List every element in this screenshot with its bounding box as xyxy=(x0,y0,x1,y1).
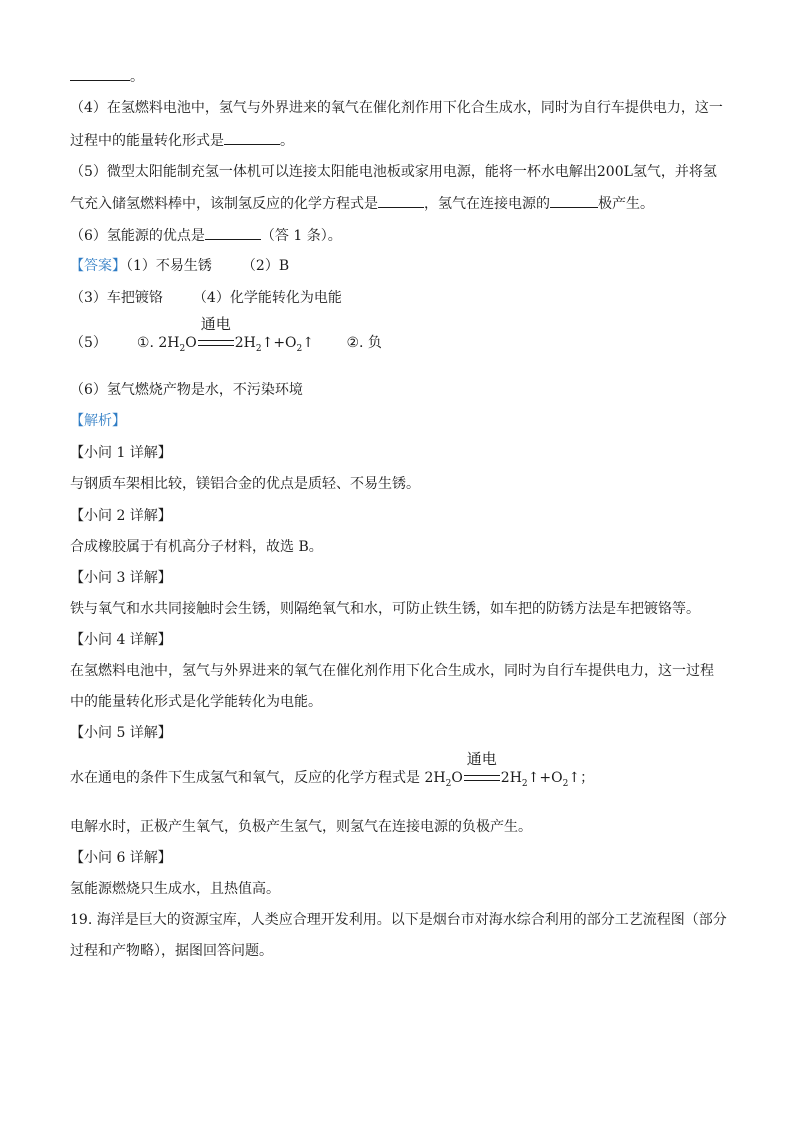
answer-label: 【答案】 xyxy=(70,258,126,274)
answer-line2: （3）车把镀铬 （4）化学能转化为电能 xyxy=(70,290,342,306)
answer-blank xyxy=(550,193,598,208)
sub2-text: 合成橡胶属于有机高分子材料，故选 B。 xyxy=(70,539,323,555)
sub4-title: 【小问 4 详解】 xyxy=(70,632,172,648)
q5-line2: 气充入储氢燃料棒中，该制氢反应的化学方程式是 ，氢气在连接电源的 极产生。 xyxy=(70,193,654,214)
answer-blank xyxy=(205,225,261,240)
answer-blank xyxy=(70,66,130,81)
equation-answer: $2H_2O$ 通电 $2H_2↑+O_2↑$ xyxy=(158,315,315,354)
q19-line2: 过程和产物略），据图回答问题。 xyxy=(70,943,273,959)
reaction-condition: 通电 xyxy=(463,768,501,788)
answer-line4: （6）氢气燃烧产物是水，不污染环境 xyxy=(70,382,303,398)
q6-line: （6）氢能源的优点是 （答 1 条）。 xyxy=(70,225,342,246)
equation-analysis: $2H_2O$ 通电 $2H_2↑+O_2↑$ xyxy=(424,750,581,789)
q4-line1: （4）在氢燃料电池中，氢气与外界进来的氧气在催化剂作用下化合生成水，同时为自行车提供电力，这一 xyxy=(70,100,723,116)
answer-line1: 【答案】（1）不易生锈 （2）B xyxy=(70,258,290,274)
answer-line3: （5） ①. $2H_2O$ 通电 $2H_2↑+O_2↑$ ②. 负 xyxy=(70,315,382,354)
sub1-title: 【小问 1 详解】 xyxy=(70,445,172,461)
sub4-text-line2: 中的能量转化形式是化学能转化为电能。 xyxy=(70,694,322,710)
sub6-text: 氢能源燃烧只生成水，且热值高。 xyxy=(70,881,280,897)
sub5-text-line2: 电解水时，正极产生氧气，负极产生氢气，则氢气在连接电源的负极产生。 xyxy=(70,819,532,835)
q5-line1: （5）微型太阳能制充氢一体机可以连接太阳能电池板或家用电源，能将一杯水电解出200L氢气，并将氢 xyxy=(70,164,717,180)
sub5-title: 【小问 5 详解】 xyxy=(70,725,172,741)
sub3-text: 铁与氧气和水共同接触时会生锈，则隔绝氧气和水，可防止铁生锈，如车把的防锈方法是车把镀铬等。 xyxy=(70,601,700,617)
q3-blank-line: 。 xyxy=(70,66,144,87)
sub4-text-line1: 在氢燃料电池中，氢气与外界进来的氧气在催化剂作用下化合生成水，同时为自行车提供电力，这一过程 xyxy=(70,663,714,679)
sub2-title: 【小问 2 详解】 xyxy=(70,508,172,524)
sub3-title: 【小问 3 详解】 xyxy=(70,570,172,586)
q4-line2: 过程中的能量转化形式是 。 xyxy=(70,130,294,151)
analysis-label: 【解析】 xyxy=(70,413,126,429)
q19-line1: 19. 海洋是巨大的资源宝库，人类应合理开发利用。以下是烟台市对海水综合利用的部分工艺流程图（部分 xyxy=(70,912,727,928)
answer-blank xyxy=(224,130,280,145)
sub6-title: 【小问 6 详解】 xyxy=(70,850,172,866)
sub1-text: 与钢质车架相比较，镁铝合金的优点是质轻、不易生锈。 xyxy=(70,476,420,492)
answer-blank xyxy=(378,193,424,208)
sub5-text-line1: 水在通电的条件下生成氢气和氧气，反应的化学方程式是 $2H_2O$ 通电 $2H_2↑+O_2↑$； xyxy=(70,750,595,789)
reaction-condition: 通电 xyxy=(197,333,235,353)
